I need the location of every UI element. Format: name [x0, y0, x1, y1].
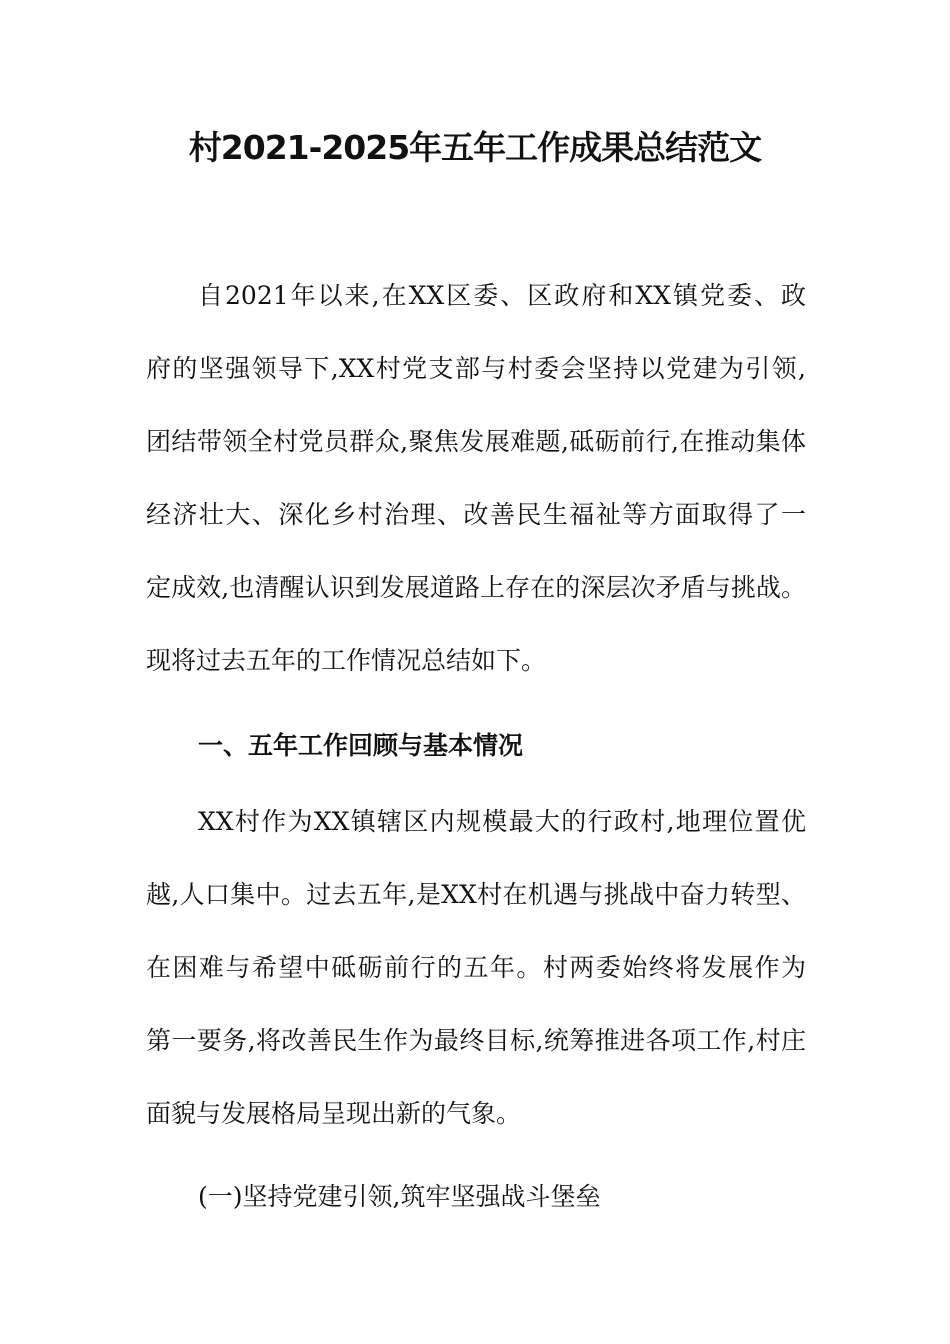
paragraph-line: XX村作为XX镇辖区内规模最大的行政村,地理位置优 [198, 807, 806, 836]
paragraph-line: 第一要务,将改善民生作为最终目标,统筹推进各项工作,村庄 [146, 1026, 806, 1055]
subsection-heading: (一)坚持党建引领,筑牢坚强战斗堡垒 [198, 1182, 601, 1211]
paragraph-line: 团结带领全村党员群众,聚焦发展难题,砥砺前行,在推动集体 [146, 427, 806, 456]
paragraph-line: 越,人口集中。过去五年,是XX村在机遇与挑战中奋力转型、 [146, 880, 806, 909]
paragraph-line: 经济壮大、深化乡村治理、改善民生福祉等方面取得了一 [146, 500, 806, 529]
document-title: 村2021-2025年五年工作成果总结范文 [188, 128, 762, 167]
section-heading: 一、五年工作回顾与基本情况 [198, 731, 524, 760]
paragraph-line: 府的坚强领导下,XX村党支部与村委会坚持以党建为引领, [146, 354, 806, 383]
paragraph-line: 自2021年以来,在XX区委、区政府和XX镇党委、政 [198, 281, 806, 310]
paragraph-line: 在困难与希望中砥砺前行的五年。村两委始终将发展作为 [146, 953, 806, 982]
paragraph-line: 定成效,也清醒认识到发展道路上存在的深层次矛盾与挑战。 [146, 573, 806, 602]
paragraph-line: 面貌与发展格局呈现出新的气象。 [146, 1099, 522, 1128]
paragraph-line: 现将过去五年的工作情况总结如下。 [146, 646, 547, 675]
